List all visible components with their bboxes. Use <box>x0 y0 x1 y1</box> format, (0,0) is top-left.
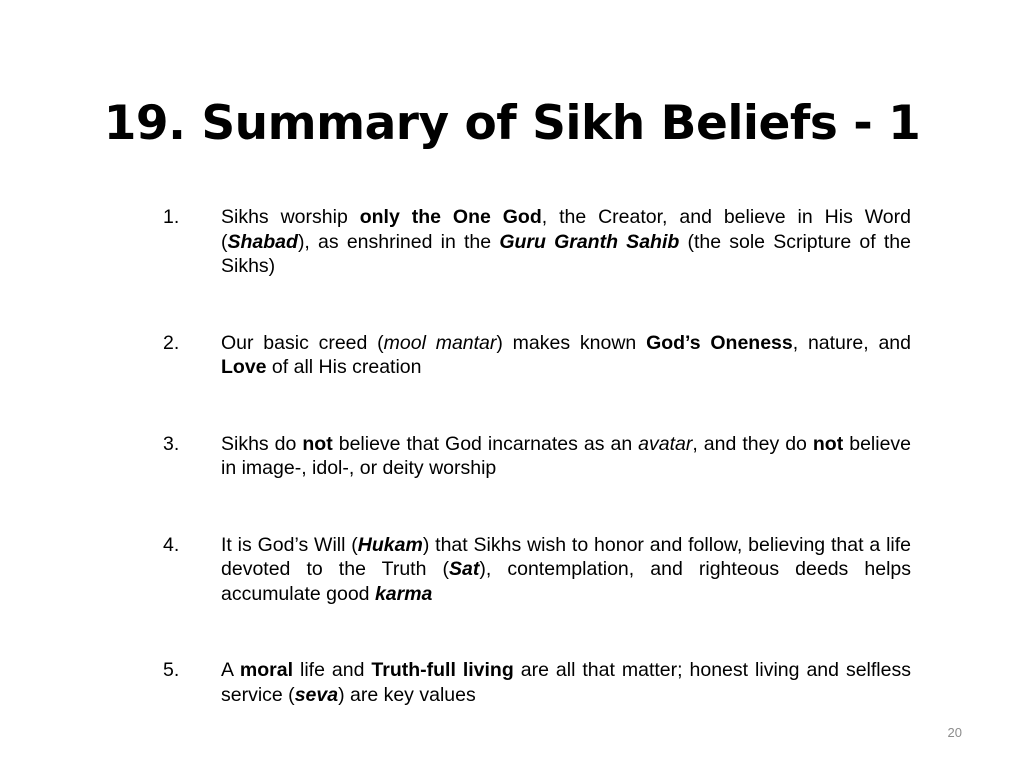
text-run: believe that God incarnates as an <box>332 432 639 455</box>
list-item-number: 4. <box>163 533 180 556</box>
emphasis-run: avatar <box>638 432 693 455</box>
emphasis-run: Hukam <box>357 533 423 556</box>
emphasis-run: Shabad <box>227 230 298 253</box>
emphasis-run: seva <box>294 683 339 706</box>
text-run: A <box>221 659 240 681</box>
text-run: (the sole Scripture of the Sikhs) <box>221 230 911 277</box>
list-item-text <box>221 205 911 279</box>
text-run: ), as enshrined in the <box>297 230 500 253</box>
text-run: Sikhs do <box>221 432 303 455</box>
emphasis-run: not <box>302 432 333 455</box>
list-item-text <box>221 533 911 607</box>
emphasis-run: mool mantar <box>383 331 497 354</box>
text-run: ) are key values <box>338 683 476 706</box>
emphasis-run: karma <box>374 582 433 605</box>
page-number: 20 <box>947 725 962 740</box>
text-run: , nature, and <box>792 331 911 354</box>
text-run: ), contemplation, and righteous deeds helps accumulate good <box>221 558 912 605</box>
text-run: ) makes known <box>496 331 647 354</box>
text-run: ) that Sikhs wish to honor and follow, believing that a life devoted to the Truth ( <box>221 533 911 580</box>
emphasis-run: only the One God <box>359 206 542 228</box>
emphasis-run: Guru Granth Sahib <box>499 230 680 253</box>
list-item-number: 3. <box>163 432 180 455</box>
list-item-number: 5. <box>163 659 180 681</box>
list-item-number: 2. <box>163 331 180 354</box>
text-run: Our basic creed ( <box>221 331 384 354</box>
list-item <box>163 205 911 279</box>
text-run: , the Creator, and believe in His Word ( <box>221 206 911 253</box>
list-item-number: 1. <box>163 206 180 228</box>
emphasis-run: Truth-full living <box>371 659 514 681</box>
list-item-text <box>221 331 911 380</box>
list-item <box>163 658 911 707</box>
list-item <box>163 432 911 481</box>
list-item <box>163 533 911 607</box>
list-item-text <box>221 658 911 707</box>
emphasis-run: God’s Oneness <box>646 331 793 354</box>
emphasis-run: Love <box>221 356 267 378</box>
text-run: Sikhs worship <box>221 206 360 228</box>
text-run: , and they do <box>692 432 813 455</box>
list-item <box>163 331 911 380</box>
text-run: life and <box>293 659 372 681</box>
emphasis-run: not <box>812 432 844 455</box>
emphasis-run: Sat <box>449 558 480 580</box>
text-run: believe in image-, idol-, or deity worship <box>221 432 912 479</box>
text-run: are all that matter; honest living and selfless service ( <box>221 659 911 706</box>
beliefs-list <box>163 205 911 759</box>
list-item-text <box>221 432 911 481</box>
emphasis-run: moral <box>239 659 294 681</box>
text-run: It is God’s Will ( <box>221 533 358 556</box>
text-run: of all His creation <box>266 356 422 378</box>
slide-title: 19. Summary of Sikh Beliefs - 1 <box>103 96 921 151</box>
